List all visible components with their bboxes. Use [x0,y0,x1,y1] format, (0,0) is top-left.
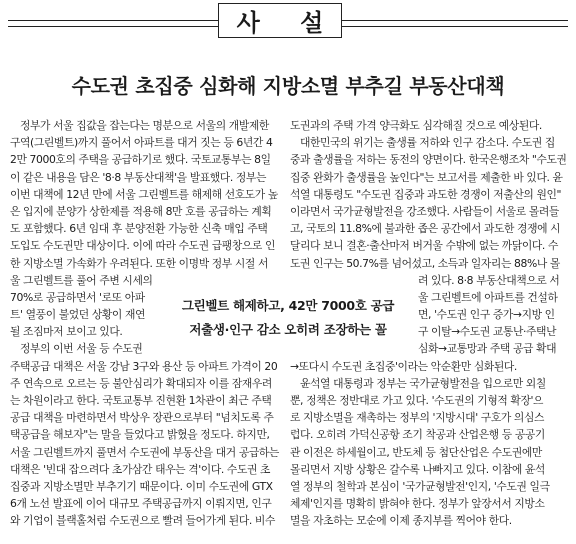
body-text-line: 집중 완화가 출생률을 높인다"는 보고서를 제출한 바 있다. 윤 [290,170,563,184]
body-text-line: 체제'인지를 명확히 밝혀야 한다. 정부가 앞장서서 지방소 [290,497,545,511]
body-text-line: 윤석열 대통령과 정부는 국가균형발전을 입으로만 외칠 [300,376,546,390]
body-text-line: 구역(그린벨트)까지 풀어서 아파트를 대거 짓는 등 6년간 4 [10,136,273,150]
body-text-line: 이 같은 내용을 담은 '8·8 부동산대책'을 발표했다. 정부는 [10,170,266,184]
body-text-line: 려 있다. 8·8 부동산대책으로 서 [418,273,560,287]
body-text-line: 구 이탈→수도권 교통난·주택난 [418,325,557,339]
body-text-line: 관 이전은 하세월이고, 반도체 등 첨단산업은 수도권에만 [290,445,542,459]
body-text-line: 서울 그린벨트까지 풀면서 수도권에 부동산을 대거 공급하는 [10,445,279,459]
body-text-line: 울 그린벨트를 풀어 주변 시세의 [10,273,153,287]
pull-quote [166,293,410,348]
body-text-line: 고, 국토의 11.8%에 불과한 좁은 공간에서 과도한 경쟁에 시 [290,222,561,236]
article-headline: 수도권 초집중 심화해 지방소멸 부추길 부동산대책 [71,74,505,98]
body-text-line: 공급 대책을 마련하면서 박상우 장관으로부터 "넘치도록 주 [10,411,274,425]
body-text-line: 로 지방소멸을 재촉하는 정부의 '지방시대' 구호가 의심스 [290,411,545,425]
body-text-line: 심화→교통망과 주택 공급 확대 [418,342,557,356]
body-text-line: 은 입지에 분양가 상한제를 적용해 8만 호를 공급하는 계획 [10,204,272,218]
body-text-line: 멸을 자초하는 모순에 이제 종지부를 찍어야 한다. [290,514,512,528]
body-text-line: 이번 대책에 12년 만에 서울 그린벨트를 해제해 선호도가 높 [10,187,278,201]
body-text-line: 열 정부의 철학과 본심이 '국가균형발전'인지, '수도권 일극 [290,479,550,493]
body-text-line: 와 기업이 블랙홀처럼 수도권으로 빨려 들어가게 된다. 비수 [10,514,275,528]
section-label: 사 설 [218,3,342,38]
body-text-line: 중과 출생률을 저하는 동전의 양면이다. 한국은행조차 "수도권 [290,153,567,167]
body-text-line: 는 차원이라고 한다. 국토교통부 진현환 1차관이 최근 주택 [10,394,272,407]
body-text-line: 면, '수도권 인구 증가→지방 인 [418,308,555,322]
body-text-line: 달리다 보니 결혼·출산마저 버거울 수밖에 없는 까닭이다. 수 [290,239,559,253]
body-text-line: 울 그린벨트에 아파트를 건설하 [418,290,558,304]
body-text-line: 트' 열풍이 불었던 상황이 재연 [10,308,146,322]
body-text-line: 대책은 '빈대 잡으려다 초가삼간 태우는 격'이다. 수도권 초 [10,462,271,476]
body-text-line: 택공급을 해보자"는 말을 들었다고 밝혔을 정도다. 하지만, [10,428,270,442]
body-text-line: 뿐, 정책은 정반대로 가고 있다. '수도권의 기형적 확장'으 [290,394,544,407]
body-text-line: 몰리면서 지방 상황은 갈수록 나빠지고 있다. 이참에 윤석 [290,462,545,476]
pull-quote-line: 저출생·인구 감소 오히려 조장하는 꼴 [189,322,387,337]
body-text-line: 대한민국의 위기는 출생률 저하와 인구 감소다. 수도권 집 [300,136,555,150]
body-text-line: 정부가 서울 집값을 잡는다는 명분으로 서울의 개발제한 [20,119,269,132]
body-text-line: 한 지방소멸 가속화가 우려된다. 또한 이명박 정부 시절 서 [10,256,268,270]
body-text-line: 70%로 공급하면서 '로또 아파 [10,290,145,304]
body-text-line: 될 조짐마저 보이고 있다. [10,325,123,339]
body-text-line: 석열 대통령도 "수도권 집중과 과도한 경쟁이 저출산의 원인" [290,187,562,201]
body-text-line: 도권 인구는 50.7%를 넘어섰고, 소득과 일자리는 88%나 몰 [290,256,560,270]
body-text-line: 도 포함했다. 6년 임대 후 분양전환 가능한 신축 매입 주택 [10,222,268,236]
body-text-line: 주택공급 대책은 서울 강남 3구와 용산 등 아파트 가격이 20 [10,359,278,373]
body-text-line: 정부의 이번 서울 등 수도권 [20,342,143,356]
body-text-line: 주 연속으로 오르는 등 불안심리가 확대되자 이를 잠재우려 [10,376,272,390]
masthead [0,0,576,40]
body-text-line: 럽다. 오히려 가덕신공항 조기 착공과 산업은행 등 공공기 [290,428,545,442]
body-text-line: 도입도 수도권만 대상이다. 이에 따라 수도권 급팽창으로 인 [10,239,275,253]
body-text-line: 2만 7000호의 주택을 공급하기로 했다. 국토교통부는 8일 [10,153,271,167]
body-text-line: 도권과의 주택 가격 양극화도 심각해질 것으로 예상된다. [290,119,542,132]
pull-quote-line: 그린벨트 해제하고, 42만 7000호 공급 [181,298,395,313]
body-text-line: 6개 노선 발표에 이어 대규모 주택공급까지 이뤄지면, 인구 [10,497,272,511]
body-text-line: 이라면서 국가균형발전을 강조했다. 사람들이 서울로 몰려들 [290,204,559,218]
body-text-line: →또다시 수도권 초집중'이라는 악순환만 심화된다. [290,359,517,373]
body-text-line: 집중과 지방소멸만 부추기기 때문이다. 이미 수도권에 GTX [10,479,273,493]
